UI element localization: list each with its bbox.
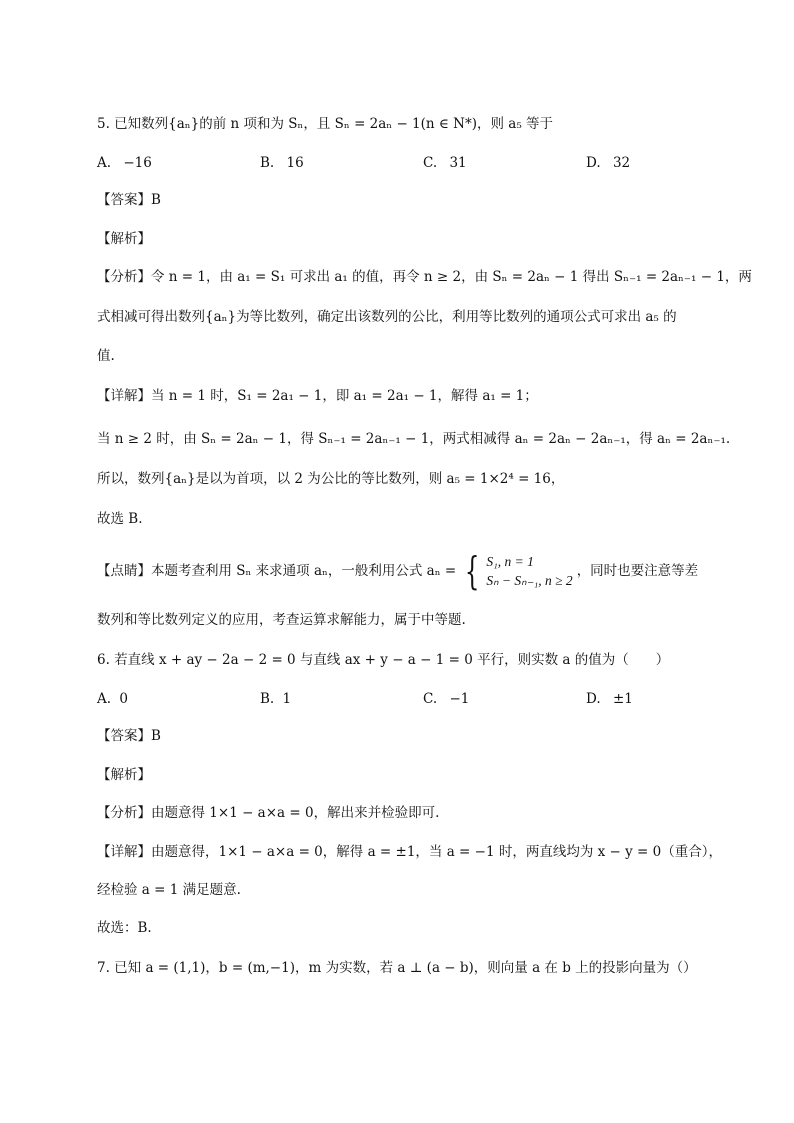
dianjing-text-pre: 【点睛】本题考查利用 Sₙ 来求通项 aₙ，一般利用公式 aₙ = [97,563,457,579]
q6-answer: 【答案】B [97,728,161,744]
option-value: 16 [286,155,304,171]
option-value: 31 [449,155,467,171]
option-label: C. [423,691,438,707]
q5-option-a[interactable] [97,153,152,173]
option-value: 0 [119,691,128,707]
option-label: A. [97,691,112,707]
piecewise-formula [460,549,573,593]
q5-xiangjie-line2: 当 n ≥ 2 时，由 Sₙ = 2aₙ − 1，得 Sₙ₋₁ = 2aₙ₋₁ − 1，两式相减得 aₙ = 2aₙ − 2aₙ₋₁，得 aₙ = 2aₙ₋₁. [97,431,731,447]
option-label: C. [423,155,438,171]
option-label: B. [260,155,275,171]
left-brace-icon: { [464,549,480,593]
q6-xiangjie-line2: 经检验 a = 1 满足题意. [97,882,241,898]
option-value: 32 [612,155,631,171]
q6-xiangjie-line3: 故选：B. [97,920,152,936]
option-value: 1 [282,691,292,707]
q5-fenxi-line2: 式相减可得出数列{aₙ}为等比数列，确定出该数列的公比，利用等比数列的通项公式可求出 a₅ 的 [97,309,677,325]
q6-stem: 6. 若直线 x + ay − 2a − 2 = 0 与直线 ax + y − a − 1 = 0 平行，则实数 a 的值为（ ） [97,652,670,668]
dianjing-text-post: ，同时也要注意等差 [576,563,699,579]
q5-xiangjie-line4: 故选 B. [97,511,143,527]
q6-option-c[interactable] [423,689,469,709]
option-label: B. [260,691,275,707]
q5-dianjing-line1 [97,549,699,593]
q6-option-b[interactable] [260,689,291,709]
q5-xiangjie-line1: 【详解】当 n = 1 时，S₁ = 2a₁ − 1，即 a₁ = 2a₁ − 1，解得 a₁ = 1； [97,388,538,404]
formula-cases [486,552,572,590]
option-label: D. [586,691,601,707]
q5-stem: 5. 已知数列{aₙ}的前 n 项和为 Sₙ，且 Sₙ = 2aₙ − 1(n ∈ N*)，则 a₅ 等于 [97,116,554,132]
q5-fenxi-line3: 值. [97,348,115,364]
q5-option-b[interactable] [260,153,304,173]
q6-analysis-heading: 【解析】 [97,767,151,783]
formula-case-2: Sₙ − Sₙ₋₁, n ≥ 2 [486,573,573,588]
formula-case-1: S₁, n = 1 [486,554,534,569]
q5-xiangjie-line3: 所以，数列{aₙ}是以为首项，以 2 为公比的等比数列，则 a₅ = 1×2⁴ = 16， [97,471,565,487]
option-label: D. [586,155,601,171]
q5-answer: 【答案】B [97,192,161,208]
option-value: ±1 [612,691,633,707]
option-value: −1 [449,691,470,707]
q7-stem: 7. 已知 a = (1,1)，b = (m,−1)，m 为实数，若 a ⊥ (a − b)，则向量 a 在 b 上的投影向量为（） [97,960,697,976]
q6-option-a[interactable] [97,689,128,709]
q5-analysis-heading: 【解析】 [97,231,151,247]
q6-option-d[interactable] [586,689,633,709]
option-label: A. [97,155,112,171]
q6-fenxi: 【分析】由题意得 1×1 − a×a = 0，解出来并检验即可. [97,805,440,821]
q5-option-d[interactable] [586,153,630,173]
option-value: −16 [123,155,152,171]
q5-fenxi-line1: 【分析】令 n = 1，由 a₁ = S₁ 可求出 a₁ 的值，再令 n ≥ 2，由 Sₙ = 2aₙ − 1 得出 Sₙ₋₁ = 2aₙ₋₁ − 1，两 [97,269,752,285]
q6-xiangjie-line1: 【详解】由题意得，1×1 − a×a = 0，解得 a = ±1，当 a = −1 时，两直线均为 x − y = 0（重合）， [97,844,722,860]
q5-option-c[interactable] [423,153,467,173]
q5-dianjing-line2: 数列和等比数列定义的应用，考查运算求解能力，属于中等题. [97,612,466,628]
